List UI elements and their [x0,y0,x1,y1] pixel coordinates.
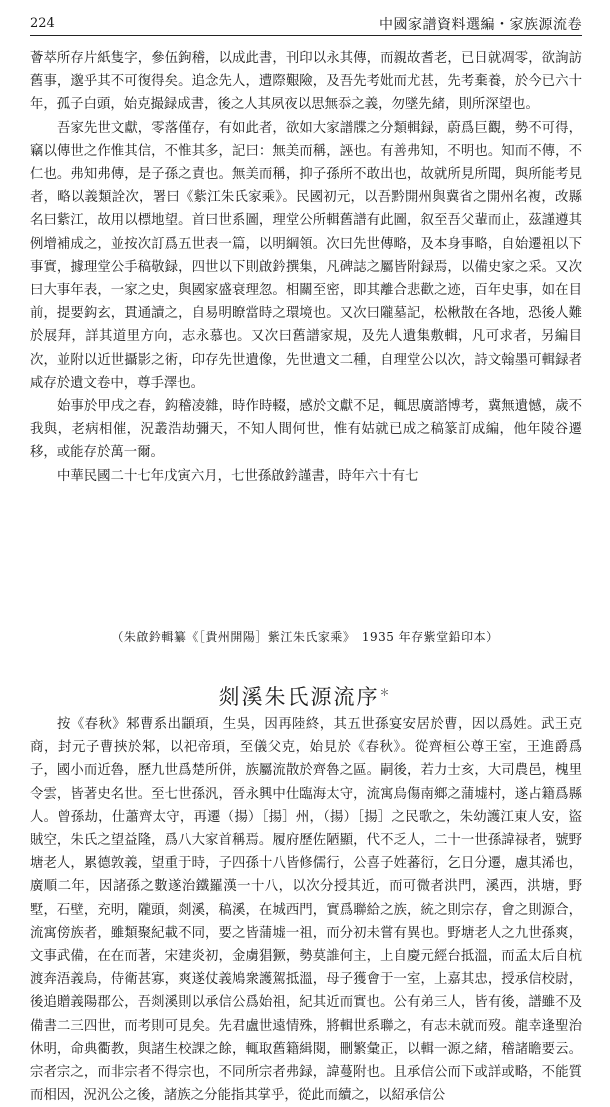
section-title-text: 剡溪朱氏源流序 [218,685,380,709]
paragraph: 吾家先世文獻，零落僅存，有如此者，欲如大家譜牒之分類輯録，蔚爲巨觀，勢不可得，竊以傳世之作惟其信，不惟其多，記曰：無美而稱，誣也。有善弗知，不明也。知而不傳，不仁也。弗知弗傳，是子孫之責也。無美而稱，抑子孫所不敢出也，故就所見所聞，與所能考見者，略以義類詮次，署曰《紫江朱氏家乘》。民國初元，以吾黔開州與冀省之開州名複，改縣名曰紫江，故用以標地望。首曰世系圖，理堂公所輯舊譜有此圖，叙至吾父輩而止，茲謹遵其例增補成之，並按次訂爲五世表一篇，以明綱領。次曰先世傳略，及本身事略，自始遷祖以下事實，據理堂公手稿敬録，四世以下則啟鈐撰集，凡碑誌之屬皆附録焉，以備史家之采。又次曰大事年表，一家之史，與國家盛衰理忽。相關至密，即其離合悲歡之迹，百年史事，如在目前，提要鈎玄，貫通讀之，自易明瞭當時之環境也。又次曰隴墓記，松楸散在各地，恐後人難於展拜，詳其道里方向，志永慕也。又次曰舊譜家規，及先人遺集敷輯，凡可求者，另編目次，並附以近世攝影之術，印存先世遺像，先世遺文二種，自理堂公以次，詩文翰墨可輯録者咸存於遺文卷中，尊手澤也。 [30,120,582,391]
dateline: 中華民國二十七年戊寅六月，七世孫啟鈐謹書，時年六十有七 [57,468,419,484]
header-rule [30,35,582,36]
paragraph: 始事於甲戌之春，鈎稽凌雜，時作時輟，感於文獻不足，輒思廣諮博考，冀無遺憾，歲不我與，老病相催，況叢浩劫彌天，不知人間何世，惟有姑就已成之稿篆訂成編，他年陵谷遷移，或能存於萬一爾。 [30,399,582,461]
paragraph: 薈萃所存片紙隻字，參伍鉤稽，以成此書，刊印以永其傳，而親故耆老，已日就凋零，欲詢訪舊事，邈乎其不可復得矣。追念先人，遭際艱險，及吾先考妣而尤甚，先考棄養，於今已六十年，孤子白頭，始克撮録成書，後之人其夙夜以思無忝之義，勿墜先緒，則所深望也。 [30,51,582,113]
footnote-mark: ＊ [379,688,392,699]
preface-body [30,47,582,488]
page-number: 224 [30,16,55,31]
source-note: （朱啟鈐輯纂《［貴州開陽］紫江朱氏家乘》 1935 年存紫堂鉛印本） [111,630,499,644]
page-header [30,12,582,36]
running-head: 中國家譜資料選編・家族源流卷 [379,17,582,33]
paragraph: 按《春秋》邾曹系出顓頊，生吳，因再陸終，其五世孫宴安居於曹，因以爲姓。武王克商，封元子曹挾於邾，以祀帝頊，至儀父克，始見於《春秋》。從齊桓公尊王室，王進爵爲子，國小而近魯，歷九世爲楚所併，族屬流散於齊魯之區。嗣後，若力士亥，大司農邑，槐里令雲，皆著史名世。至七世孫汎，晉永興中仕臨海太守，流寓烏傷南鄉之蒲墟村，遂占籍爲縣人。曾孫劫，仕蕭齊太守，再遷（揚）［揚］州，（揚）［揚］之民歌之，朱幼護江東人安，盜賊空，朱氏之望益隆，爲八大家首稱焉。履府歷佐陋顯，代不乏人，二十一世孫諱禄者，號野塘老人，累德敦義，望重于時，子四孫十八皆修儒行，公喜子姓蕃衍，乞日分遷，慮其浠也，廣順二年，因諸孫之數遂治鐵羅漢一十八，以次分授其近，而可微者洪門，溪西，洪塘，野墅，石壁，充明，隴頭，剡溪，稿溪，在城西門，實爲聯給之族，統之則宗存，會之則源合，流寓傍族者，雖類聚紀載不同，要之皆蒲墟一祖，而分初未嘗有異也。野塘老人之九世孫爽，文事武備，在在而著，宋建炎初，金虜猖獗，勢莫誰何主，上自慶元經台抵溫，而孟太后自杭渡奔浯義烏，侍衛甚寡，爽遂仗義鳩衆護駕抵溫，母子獲會于一室，上嘉其忠，授承信校尉，後追贈義陽郡公，吾剡溪則以承信公爲始祖，紀其近而實也。公有弟三人，皆有後，譜雖不及備書二三四世，而考則可見矣。先君盧世遠情殊，將輯世系聯之，有志未就而歿。龍幸逢聖治休明，命典衢教，與諸生校課之餘，輒取舊籍緝閱，刪繁彙正，以輯一源之緒，稽諸瞻要云。宗者宗之，而非宗者不得宗也，不同所宗者弗録，諱蔓附也。且承信公而下或詳或略，不能質而相因，況汎公之後，諸族之分能指其掌乎，從此而續之，以紹承信公 [30,717,582,1104]
section-body [30,713,582,1107]
section-title [0,681,610,711]
